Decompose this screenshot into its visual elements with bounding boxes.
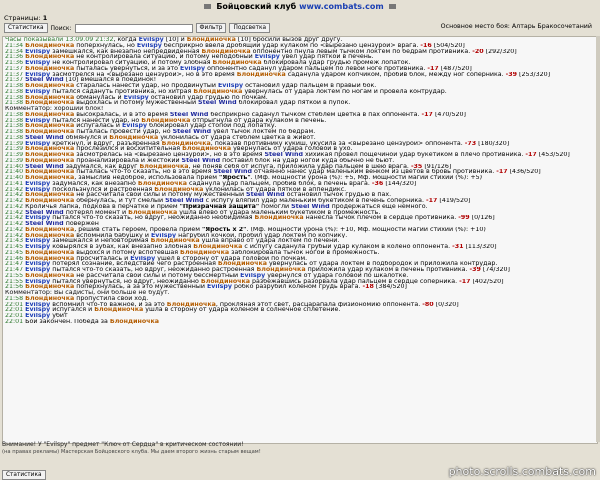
damage-value: -18 bbox=[362, 284, 374, 290]
player-name[interactable]: Evilspy bbox=[180, 65, 206, 72]
log-text: увернулась от удара локтем в подбородок и приложила контрудар. bbox=[267, 261, 498, 267]
window-url[interactable]: www.combats.com bbox=[299, 2, 384, 11]
log-text: бесприкрно саданул тычком стеблем цветка в пах оппонента. bbox=[208, 111, 422, 118]
log-text: оппонентно пнула левым тычком локтем по бедрам противника. bbox=[250, 48, 473, 55]
log-text: потерял момент и bbox=[63, 209, 129, 216]
pages-label: Страницы: bbox=[4, 14, 41, 22]
log-text: пытался увернуться, но вдруг, неожиданно bbox=[50, 278, 201, 285]
log-text: "Ярость" bbox=[219, 175, 251, 181]
player-name[interactable]: Блондиночка bbox=[25, 198, 75, 204]
player-name[interactable]: Evilspy bbox=[123, 94, 149, 101]
player-name[interactable]: Evilspy bbox=[206, 284, 233, 290]
log-text: увел удар пяткой в печень. bbox=[279, 54, 374, 60]
player-name[interactable]: Evilspy bbox=[138, 37, 164, 43]
flag-icon bbox=[389, 4, 396, 9]
log-text: бесприкрно ввела дробящий удар кулаком по <вырезано цензурой> врага. bbox=[161, 42, 421, 49]
log-text: уклонилась от удара пяткой в аппендикс. bbox=[203, 186, 347, 193]
player-name[interactable]: Блондиночка bbox=[25, 94, 75, 101]
player-name[interactable]: Блондиночка bbox=[166, 301, 216, 308]
player-name[interactable]: Блондиночка bbox=[25, 284, 75, 290]
hint-button[interactable]: Подсветка bbox=[229, 23, 270, 33]
log-time: 21:38 bbox=[5, 134, 26, 141]
player-name[interactable]: Блондиночка bbox=[212, 60, 262, 66]
log-time: 21:42 bbox=[5, 226, 26, 233]
log-time: 21:42 bbox=[5, 232, 26, 239]
log-time: 21:40 bbox=[5, 175, 26, 181]
player-name[interactable]: Блондиночка bbox=[25, 65, 75, 72]
log-line bbox=[3, 319, 597, 325]
player-name[interactable]: Evilspy bbox=[25, 278, 51, 285]
player-name[interactable]: Блондиночка bbox=[236, 71, 286, 78]
player-name[interactable]: Блондиночка bbox=[25, 232, 75, 239]
log-text: [487/520] bbox=[438, 65, 472, 72]
log-time: 21:46 bbox=[5, 255, 26, 262]
log-text: , прокляная этот свет, расцарапала физиономию оппонента. bbox=[215, 301, 423, 308]
log-text: поставил блок на удар ногой куда обычно не бьют. bbox=[220, 157, 395, 164]
log-text: пытался что-то сказать, но вдруг, неожиданно необидимая bbox=[50, 215, 255, 221]
player-name[interactable]: Блондиночка bbox=[141, 117, 191, 124]
player-name[interactable]: Evilspy bbox=[25, 60, 51, 66]
log-text: разбежавшись разорвала удар пальцем в сердце соперника. bbox=[250, 278, 460, 285]
log-text: пытался что-то сказать, но вдруг, неожиданно растроенная bbox=[50, 267, 257, 273]
log-time: 21:45 bbox=[5, 244, 26, 250]
log-text: [144/320] bbox=[383, 180, 417, 187]
player-name[interactable]: Блондиночка bbox=[154, 186, 204, 193]
log-text: , когда bbox=[113, 37, 139, 43]
player-name[interactable]: Блондиночка bbox=[139, 163, 189, 170]
player-name[interactable]: Evilspy bbox=[25, 180, 51, 187]
battle-location: Основное место боя: Алтарь Бракосочетаний bbox=[440, 23, 592, 30]
log-text: испугался и bbox=[50, 307, 95, 313]
log-time: 21:42 bbox=[5, 186, 26, 193]
log-text: [74/320] bbox=[480, 267, 510, 273]
log-time: 21:39 bbox=[5, 157, 26, 164]
log-text: поперхнулась, но bbox=[74, 42, 137, 49]
log-text: обманулась и bbox=[74, 94, 124, 101]
log-time: 21:34 bbox=[5, 42, 26, 49]
log-time: 22:01 bbox=[5, 313, 26, 319]
log-text: ушла в сторону от удара коленом в солнечное сплетение. bbox=[143, 307, 341, 313]
log-time: 21:38 bbox=[5, 129, 26, 135]
log-time: 21:56 bbox=[5, 284, 26, 290]
player-name[interactable]: Evilspy bbox=[25, 307, 51, 313]
log-time: 22:01 bbox=[5, 318, 26, 325]
filter-button[interactable]: Фильтр bbox=[196, 23, 227, 33]
log-text: пыталась провести удар, но bbox=[74, 129, 173, 135]
toolbar bbox=[4, 23, 270, 33]
log-text: Бой закончен. Победа за bbox=[25, 318, 110, 325]
log-text: [10] бросили вызов друг другу. bbox=[235, 37, 343, 43]
log-text: обернулась, и тут смелый bbox=[74, 198, 166, 204]
log-time: 21:47 bbox=[5, 267, 26, 273]
log-text: креткнул, и вдруг, разъяренная bbox=[50, 140, 162, 147]
log-text: увернулась от удара головой в ухо. bbox=[231, 146, 353, 152]
damage-value: -73 bbox=[464, 140, 477, 147]
log-time: 21:42 bbox=[5, 203, 26, 210]
log-text: "Призрачная защита" bbox=[179, 203, 260, 210]
player-name[interactable]: Evilspy bbox=[25, 117, 51, 124]
player-name[interactable]: Блондиночка bbox=[128, 209, 178, 216]
log-text: не рассчитала свои силы и потому бессмертный bbox=[74, 272, 241, 279]
log-text: остановил удар грудью по почкам. bbox=[148, 94, 268, 101]
log-text: задумался, как вдруг bbox=[63, 163, 140, 170]
log-text: остановил удар пальцем в правый бок. bbox=[243, 83, 377, 89]
log-text: 13.09.09 21:32 bbox=[65, 37, 114, 43]
log-text: , показав противнику кукиш, укусила за <вырезано цензурой> оппонента. bbox=[210, 140, 465, 147]
log-time: 21:38 bbox=[5, 83, 26, 89]
log-time: 21:38 bbox=[5, 88, 26, 95]
log-time: 21:42 bbox=[5, 198, 26, 204]
log-text: . (Мф. мощности урона (%): +5, Мф. мощности магии стихий (%): +5) bbox=[250, 175, 483, 181]
player-name[interactable]: Steel Wind bbox=[198, 100, 237, 106]
log-text: засмотрелась на <вырезано цензурой>, но в это время bbox=[74, 152, 265, 158]
player-name[interactable]: Evilspy bbox=[25, 186, 51, 193]
damage-value: -39 bbox=[505, 71, 518, 78]
player-name[interactable]: Evilspy bbox=[25, 140, 51, 147]
player-name[interactable]: Evilspy bbox=[25, 215, 51, 221]
log-text: пыталась что-то сказать, но в это время bbox=[74, 169, 214, 175]
player-name[interactable]: Evilspy bbox=[25, 238, 51, 244]
player-name[interactable]: Блондиночка bbox=[25, 146, 75, 152]
player-name[interactable]: Evilspy bbox=[25, 244, 51, 250]
stats-button-bottom[interactable]: Статистика bbox=[2, 470, 46, 480]
damage-value: -17 bbox=[459, 278, 471, 285]
player-name[interactable]: Блондиночка bbox=[25, 157, 75, 164]
log-text: саданула ударом копчиком, пробив блок, между ног соперника. bbox=[285, 71, 506, 78]
log-text: заблокировала тычок ногой в промежность. bbox=[229, 249, 380, 256]
log-text: увел тычок локтем по бедрам. bbox=[211, 129, 316, 135]
log-time: 21:38 bbox=[5, 100, 26, 106]
player-name[interactable]: Блондиночка bbox=[25, 226, 75, 233]
ad-text: (на правах рекламы) Мастерская Бойцовского клуба. Мы даем второго жизнь старым вещам! bbox=[2, 448, 261, 455]
player-name[interactable]: Блондиночка bbox=[200, 278, 251, 285]
stats-button[interactable]: Статистика bbox=[4, 23, 48, 33]
log-time: 21:37 bbox=[5, 65, 26, 72]
log-text: повержен bbox=[63, 221, 99, 227]
player-name[interactable]: Блондиночка bbox=[109, 134, 159, 141]
player-name[interactable]: Evilspy bbox=[136, 42, 162, 49]
log-text: выдохлась и потому мужественный bbox=[74, 100, 199, 106]
player-name[interactable]: Evilspy bbox=[25, 261, 51, 267]
damage-value: -39 bbox=[469, 267, 481, 273]
log-time: 21:37 bbox=[5, 71, 26, 78]
log-text: Комментатор: Вы садисты, они больше не будут. bbox=[5, 290, 170, 296]
player-name[interactable]: Evilspy bbox=[25, 301, 51, 308]
log-text: проанализировала и жестокий bbox=[74, 157, 182, 164]
player-name[interactable]: Блондиночка bbox=[25, 100, 75, 106]
log-text: Комментатор: хороший блок! bbox=[5, 106, 104, 112]
player-name[interactable]: Steel Wind bbox=[291, 203, 330, 210]
log-time: 21:38 bbox=[5, 94, 26, 101]
log-time: 21:40 bbox=[5, 169, 26, 175]
player-name[interactable]: Evilspy bbox=[25, 71, 51, 78]
log-text: с испугу вляпил удар маленьким букетиком в печень соперника. bbox=[203, 198, 427, 204]
log-text: нанесла тычок плечом в сердце противника. bbox=[303, 215, 459, 221]
log-text: ковырялся в зубах, как внезапно злобная bbox=[50, 244, 194, 250]
log-text: высокралась, и в это время bbox=[74, 111, 170, 118]
log-text: не контролировал ситуацию, и потому злобная bbox=[50, 60, 213, 66]
page-link-current[interactable]: 1 bbox=[42, 14, 48, 22]
log-text: [384/520] bbox=[373, 284, 407, 290]
log-text: пытался нанести удар, но bbox=[50, 117, 142, 124]
log-text: , не поняв себя от испуга, приложила удар пальцем в шею врага. bbox=[188, 163, 411, 170]
player-name[interactable]: Блондиночка bbox=[193, 244, 243, 250]
log-text: прослезился и восхитительная bbox=[74, 146, 183, 152]
player-name[interactable]: Steel Wind bbox=[25, 134, 64, 141]
log-time: 21:36 bbox=[5, 54, 26, 60]
log-text: продержаться ещё немного. bbox=[329, 203, 428, 210]
player-name[interactable]: Evilspy bbox=[151, 232, 177, 239]
player-name[interactable]: Steel Wind bbox=[25, 209, 64, 216]
log-time: 21:39 bbox=[5, 140, 26, 147]
log-text: с испугу саданула грубый удар кулаком в колено оппонента. bbox=[242, 244, 453, 250]
log-text: блокировал удар стопой под лопатку. bbox=[147, 123, 277, 129]
player-name[interactable]: Блондиночка bbox=[137, 180, 187, 187]
battle-log bbox=[2, 36, 598, 444]
player-name[interactable]: Блондиночка bbox=[25, 83, 75, 89]
player-name[interactable]: Блондиночка bbox=[25, 152, 75, 158]
damage-value: -17 bbox=[525, 152, 537, 158]
damage-value: -17 bbox=[496, 169, 508, 175]
player-name[interactable]: Evilspy bbox=[254, 54, 280, 60]
player-name[interactable]: Блондиночка bbox=[25, 111, 75, 118]
log-text: [253/320] bbox=[517, 71, 551, 78]
log-text: вспомнила бабушку и bbox=[74, 232, 151, 239]
player-name[interactable]: Evilspy bbox=[25, 48, 51, 55]
player-name[interactable]: Блондиночка bbox=[186, 37, 236, 43]
log-time: 21:42 bbox=[5, 209, 26, 216]
player-name[interactable]: Evilspy bbox=[130, 255, 156, 262]
log-time: 21:42 bbox=[5, 221, 26, 227]
player-name[interactable]: Steel Wind bbox=[213, 169, 253, 175]
log-text: отчаянно нанес удар маленьким венком из цветов в бровь противника. bbox=[252, 169, 497, 175]
log-time: 21:38 bbox=[5, 117, 26, 124]
log-text: замешкался и неповторимая bbox=[50, 238, 151, 244]
warning-text: Внимание! У "Evilspy" предмет "Ключ от Сердца" в критическом состоянии! bbox=[2, 441, 244, 448]
log-text: оппонентно саданул ударом пальцем по левой ноге противника. bbox=[205, 65, 428, 72]
log-time: 21:45 bbox=[5, 249, 26, 256]
log-text: уклонилась от удара стеблем цветка в живот. bbox=[158, 134, 316, 141]
log-text: нагрубил кочкой, пробил удар локтем по копчику. bbox=[176, 232, 348, 239]
log-text: увернулась от удара локтем по ногам и провела контрудар. bbox=[242, 88, 447, 95]
log-time: 21:55 bbox=[5, 278, 26, 285]
log-text: просчиталась и bbox=[74, 255, 131, 262]
player-name[interactable]: Evilspy bbox=[25, 313, 51, 319]
player-name[interactable]: Блондиночка bbox=[25, 295, 75, 302]
log-text: робко разрубил коленом грудь врага. bbox=[232, 284, 363, 290]
log-text: обмянулся и bbox=[63, 134, 110, 141]
flag-icon bbox=[204, 4, 211, 9]
player-name[interactable]: Блондиночка bbox=[25, 169, 75, 175]
player-name[interactable]: Steel Wind bbox=[25, 221, 64, 227]
title-bar bbox=[0, 0, 600, 14]
log-text: . (Мф. мощности урона (%): +10, Мф. мощности магии стихий (%): +10) bbox=[246, 226, 486, 233]
log-text: [402/520] bbox=[470, 278, 504, 285]
log-text: увернулся от удара головой по шкалотке. bbox=[265, 272, 409, 279]
log-time: 21:36 bbox=[5, 60, 26, 66]
pages-row bbox=[4, 14, 47, 22]
player-name[interactable]: Блондиночка bbox=[25, 249, 75, 256]
log-time: 21:34 bbox=[5, 48, 26, 55]
log-time: 21:42 bbox=[5, 215, 26, 221]
log-text: блокировала удар грудью промеж лопаток. bbox=[261, 60, 411, 66]
player-name[interactable]: Блондиночка bbox=[25, 54, 75, 60]
log-time: 21:42 bbox=[5, 192, 26, 198]
player-name[interactable]: Блондиночка bbox=[180, 249, 230, 256]
log-text: хихикая провел пощечиной удар букетиком в плечо противника. bbox=[303, 152, 526, 158]
player-name[interactable]: Evilspy bbox=[121, 123, 148, 129]
log-text: саданула удар пальцем, пробив блок, в печень врага. bbox=[187, 180, 372, 187]
player-name[interactable]: Steel Wind bbox=[181, 157, 221, 164]
log-text: [453/520] bbox=[536, 152, 570, 158]
log-text: остановил тычок грудью в пах. bbox=[284, 192, 392, 198]
log-text: выдохся и потому вспотевшая bbox=[74, 249, 181, 256]
damage-value: -99 bbox=[458, 215, 470, 221]
player-name[interactable]: Блондиночка bbox=[25, 192, 75, 198]
log-text: потерял сознание, вследствие чего растроенная bbox=[50, 261, 218, 267]
warning-block bbox=[2, 442, 596, 455]
log-text: [0/320] bbox=[433, 301, 459, 308]
log-time: 21:47 bbox=[5, 261, 26, 267]
watermark: photo.scrolls.combats.com bbox=[448, 465, 596, 478]
log-time: 22:01 bbox=[5, 307, 26, 313]
player-name[interactable]: Блондиночка bbox=[201, 48, 251, 55]
log-time: 21:41 bbox=[5, 180, 26, 187]
log-text: [419/520] bbox=[437, 198, 471, 204]
log-time: 21:58 bbox=[5, 295, 26, 302]
player-name[interactable]: Блондиночка bbox=[25, 42, 75, 49]
log-text: [292/320] bbox=[483, 48, 517, 55]
log-text: пытался садануть противника, но хитрая bbox=[50, 88, 194, 95]
log-text: пыталась увернуться, и за это bbox=[74, 65, 181, 72]
log-text: вспомнил что-то важное, и за это bbox=[50, 301, 167, 308]
log-time: Часы показывали bbox=[5, 37, 66, 43]
player-name[interactable]: Блондиночка bbox=[256, 267, 306, 273]
log-text: задумался, как внезапно bbox=[50, 180, 138, 187]
damage-value: -80 bbox=[422, 301, 434, 308]
log-text: , решив стать героем, провела прием bbox=[74, 226, 203, 233]
player-name[interactable]: Блондиночка bbox=[193, 88, 243, 95]
log-text: ушел в сторону от удара головой по почкам. bbox=[155, 255, 308, 262]
player-name[interactable]: Блондиночка bbox=[254, 215, 304, 221]
log-text: [504/520] bbox=[431, 42, 465, 49]
player-name[interactable]: Блондиночка bbox=[94, 307, 144, 313]
log-text: [91/126] bbox=[422, 163, 452, 170]
log-text: приложила удар кулаком в печень противника. bbox=[305, 267, 470, 273]
window-title: Бойцовский клуб bbox=[216, 2, 297, 11]
log-text: [0/126] bbox=[469, 215, 495, 221]
log-text: засмотрелся на <вырезано цензурой>, но в это время bbox=[50, 71, 237, 78]
player-name[interactable]: Блондиночка bbox=[150, 238, 200, 244]
log-text: [470/520] bbox=[432, 111, 467, 118]
log-time: 21:55 bbox=[5, 272, 26, 279]
log-time: 22:01 bbox=[5, 301, 26, 308]
bottom-bar bbox=[2, 470, 46, 480]
log-text: [180/320] bbox=[476, 140, 510, 147]
scrollbar[interactable] bbox=[596, 36, 600, 442]
log-text: помогли bbox=[259, 203, 292, 210]
log-text: ушла вправо от удара локтем по печени. bbox=[199, 238, 340, 244]
log-text: испугалась и bbox=[74, 123, 122, 129]
log-text: не рассчитала свои силы и потому мужественный bbox=[74, 192, 247, 198]
log-text: поскользнулся и растроенная bbox=[50, 186, 155, 193]
log-text: замешкался, как внезапно непредвиденная bbox=[50, 48, 202, 55]
log-text: пропустила свой ход. bbox=[74, 295, 149, 302]
player-name[interactable]: Блондиночка bbox=[25, 129, 75, 135]
log-time: 21:39 bbox=[5, 152, 26, 158]
player-name[interactable]: Evilspy bbox=[25, 88, 51, 95]
player-name[interactable]: Блондиночка bbox=[25, 123, 75, 129]
player-name[interactable]: Steel Wind bbox=[25, 77, 64, 83]
log-time: 21:38 bbox=[5, 123, 26, 129]
damage-value: -17 bbox=[427, 65, 439, 72]
player-name[interactable]: Блондиночка bbox=[25, 255, 75, 262]
player-name[interactable]: Evilspy bbox=[217, 83, 244, 89]
log-text: старалась нанести удар, но продвинутый bbox=[74, 83, 218, 89]
player-name[interactable]: Блондиночка bbox=[109, 318, 159, 325]
log-text: поперхнулась, а за это мужественный bbox=[74, 284, 207, 290]
log-text: Кроличья лапка, подкова в перчатке и прием bbox=[25, 203, 180, 210]
damage-value: -17 bbox=[421, 111, 433, 118]
player-name[interactable]: Steel Wind bbox=[165, 198, 204, 204]
player-name[interactable]: Steel Wind bbox=[172, 129, 212, 135]
log-text: [436/520] bbox=[507, 169, 541, 175]
log-time: 21:38 bbox=[5, 111, 26, 118]
log-text: , замыслив недоброе, использовала прием bbox=[74, 175, 220, 181]
damage-value: -36 bbox=[371, 180, 384, 187]
log-text: [10] вмешался в поединок! bbox=[63, 77, 157, 83]
log-text: блокировал удар пяткой в пупок. bbox=[236, 100, 351, 106]
player-name[interactable]: Steel Wind bbox=[264, 152, 304, 158]
damage-value: -35 bbox=[410, 163, 423, 170]
log-time: 21:40 bbox=[5, 163, 26, 170]
log-time: 21:39 bbox=[5, 146, 26, 152]
log-text: отпрыгнула от удара кулаком в печень. bbox=[190, 117, 327, 124]
damage-value: -20 bbox=[472, 48, 484, 55]
log-time: 21:43 bbox=[5, 238, 26, 244]
search-input[interactable] bbox=[75, 24, 193, 33]
player-name[interactable]: Блондиночка bbox=[182, 146, 232, 152]
player-name[interactable]: Блондиночка bbox=[161, 140, 211, 147]
log-text: ушла влево от удара маленьким букетиком в промежность. bbox=[177, 209, 381, 216]
log-text: не контролировала ситуацию, и потому неподобный bbox=[74, 54, 255, 60]
log-text: [10] и bbox=[163, 37, 187, 43]
player-name[interactable]: Блондиночка bbox=[217, 261, 267, 267]
log-text: "Ярость x 2" bbox=[202, 226, 247, 233]
player-name[interactable]: Блондиночка bbox=[25, 272, 75, 279]
log-text: [113/320] bbox=[463, 244, 497, 250]
player-name[interactable]: Steel Wind bbox=[25, 163, 64, 170]
log-text: убит bbox=[50, 313, 68, 319]
player-name[interactable]: Steel Wind bbox=[169, 111, 209, 118]
search-label: Поиск: bbox=[50, 24, 72, 32]
damage-value: -16 bbox=[420, 42, 432, 49]
damage-value: -17 bbox=[426, 198, 438, 204]
damage-value: -31 bbox=[452, 244, 464, 250]
player-name[interactable]: Evilspy bbox=[240, 272, 266, 279]
player-name[interactable]: Блондиночка bbox=[25, 175, 75, 181]
player-name[interactable]: Steel Wind bbox=[246, 192, 285, 198]
player-name[interactable]: Evilspy bbox=[25, 267, 51, 273]
log-time: 21:37 bbox=[5, 77, 26, 83]
